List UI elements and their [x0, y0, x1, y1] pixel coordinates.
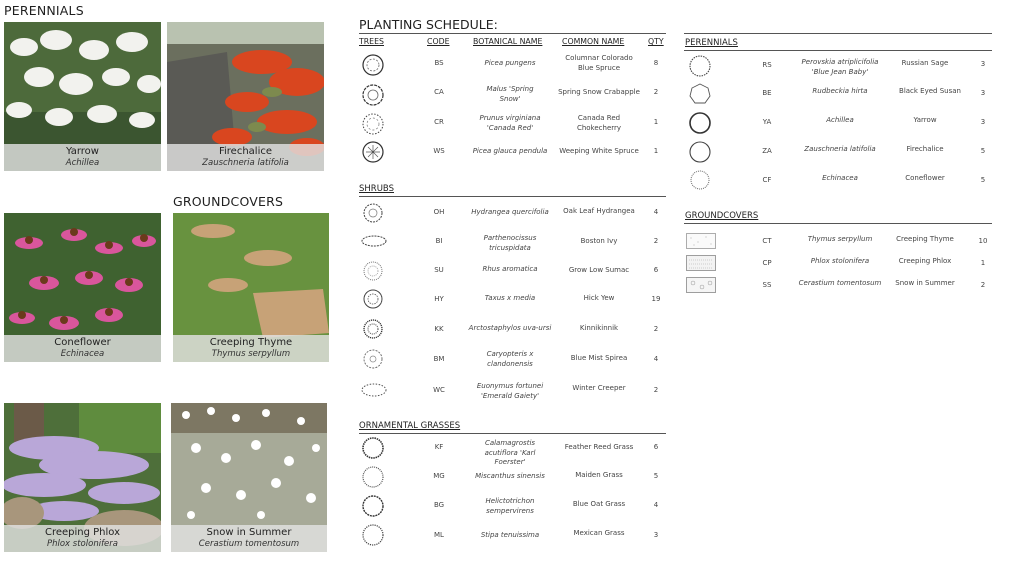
shrub-botanical: Parthenocissus tricuspidata: [483, 234, 537, 252]
shrub-qty: 2: [653, 386, 659, 394]
caption-latin: Thymus serpyllum: [211, 349, 291, 359]
groundcover-botanical: Thymus serpyllum: [807, 235, 873, 243]
tree-qty: 1: [653, 118, 659, 126]
photo-coneflower: [4, 213, 161, 362]
perennial-symbol-rs: [688, 54, 712, 78]
tree-botanical: Prunus virginiana 'Canada Red': [479, 114, 541, 132]
photo-creeping-phlox: [4, 403, 161, 552]
perennial-common: Black Eyed Susan: [899, 87, 961, 95]
groundcover-common: Snow in Summer: [895, 279, 955, 287]
tree-qty: 1: [653, 147, 659, 155]
right-top-rule: [684, 33, 992, 34]
tree-common: Spring Snow Crabapple: [558, 88, 640, 96]
grass-qty: 5: [653, 472, 659, 480]
shrub-common: Kinnikinnik: [579, 324, 619, 332]
tree-botanical: Picea glauca pendula: [472, 147, 548, 155]
caption-latin: Achillea: [65, 158, 100, 168]
perennial-code: RS: [762, 61, 772, 69]
shrub-symbol-bi: [360, 233, 388, 249]
shrubs-heading: SHRUBS: [359, 184, 394, 194]
perennials-rule: [684, 50, 992, 51]
caption-snow-in-summer: [171, 525, 327, 552]
schedule-top-rule: [359, 33, 666, 34]
shrub-qty: 6: [653, 266, 659, 274]
groundcover-botanical: Cerastium tomentosum: [798, 279, 882, 287]
tree-symbol-bs: [361, 53, 385, 77]
col-header-qty: QTY: [648, 37, 664, 46]
perennial-symbol-be: [688, 82, 712, 106]
caption-coneflower: [4, 335, 161, 362]
groundcover-code: SS: [762, 281, 772, 289]
shrub-code: BI: [435, 237, 443, 245]
shrub-botanical: Rhus aromatica: [482, 265, 538, 273]
shrub-common: Boston Ivy: [580, 237, 618, 245]
perennial-code: ZA: [762, 147, 772, 155]
groundcover-common: Creeping Phlox: [898, 257, 952, 265]
grass-symbol-ml: [361, 523, 385, 547]
caption-name: Coneflower: [54, 337, 111, 348]
tree-code: BS: [434, 59, 444, 67]
shrub-symbol-oh: [362, 202, 384, 224]
shrub-code: WC: [433, 386, 445, 394]
perennial-qty: 3: [980, 118, 986, 126]
shrub-qty: 4: [653, 355, 659, 363]
perennial-common: Coneflower: [905, 174, 945, 182]
groundcover-botanical: Phlox stolonifera: [810, 257, 870, 265]
groundcover-symbol-ct: [686, 233, 716, 249]
grass-qty: 3: [653, 531, 659, 539]
perennial-botanical: Rudbeckia hirta: [812, 87, 868, 95]
perennial-code: YA: [762, 118, 772, 126]
caption-creeping-phlox: [4, 525, 161, 552]
caption-yarrow: [4, 144, 161, 171]
tree-common: Weeping White Spruce: [559, 147, 639, 155]
grass-code: BG: [433, 501, 445, 509]
caption-creeping-thyme: [173, 335, 329, 362]
grass-symbol-bg: [361, 494, 385, 518]
groundcover-common: Creeping Thyme: [896, 235, 954, 243]
caption-latin: Cerastium tomentosum: [198, 539, 300, 549]
caption-firechalice: [167, 144, 324, 171]
caption-name: Snow in Summer: [206, 527, 292, 538]
shrubs-rule: [359, 196, 666, 197]
tree-qty: 2: [653, 88, 659, 96]
shrub-common: Blue Mist Spirea: [570, 354, 628, 362]
shrub-qty: 2: [653, 325, 659, 333]
grass-code: ML: [434, 531, 444, 539]
perennial-code: BE: [762, 89, 772, 97]
shrub-common: Hick Yew: [583, 294, 615, 302]
shrub-symbol-kk: [362, 318, 384, 340]
shrub-botanical: Euonymus fortunei 'Emerald Gaiety': [476, 382, 544, 400]
photo-firechalice: [167, 22, 324, 171]
perennials-schedule-heading: PERENNIALS: [685, 38, 738, 48]
shrub-symbol-su: [362, 260, 384, 282]
perennial-qty: 3: [980, 60, 986, 68]
shrub-symbol-hy: [362, 288, 384, 310]
tree-symbol-ca: [361, 83, 385, 107]
shrub-botanical: Caryopteris x clandonensis: [486, 350, 534, 368]
grass-botanical: Calamagrostis acutiflora 'Karl Foerster': [484, 439, 536, 466]
shrub-code: SU: [434, 266, 444, 274]
shrub-symbol-bm: [362, 348, 384, 370]
shrub-common: Oak Leaf Hydrangea: [563, 207, 635, 215]
tree-botanical: Malus 'Spring Snow': [486, 85, 534, 103]
grass-code: KF: [434, 443, 444, 451]
photo-yarrow: [4, 22, 161, 171]
tree-common: Columnar Colorado Blue Spruce: [565, 54, 633, 72]
perennial-common: Russian Sage: [901, 59, 949, 67]
col-header-code: CODE: [427, 37, 450, 46]
perennial-botanical: Zauschneria latifolia: [804, 145, 876, 153]
perennial-qty: 5: [980, 176, 986, 184]
perennial-symbol-cf: [689, 169, 711, 191]
perennial-code: CF: [762, 176, 772, 184]
perennial-qty: 5: [980, 147, 986, 155]
grass-botanical: Helictotrichon sempervirens: [485, 497, 535, 515]
grasses-rule: [359, 433, 666, 434]
tree-code: CR: [434, 118, 444, 126]
grass-common: Maiden Grass: [575, 471, 623, 479]
perennial-botanical: Achillea: [826, 116, 854, 124]
shrub-symbol-wc: [360, 382, 388, 398]
grass-symbol-mg: [361, 465, 385, 489]
shrub-qty: 19: [651, 295, 661, 303]
tree-code: WS: [433, 147, 445, 155]
caption-name: Creeping Phlox: [44, 527, 121, 538]
shrub-code: OH: [433, 208, 445, 216]
col-header-botanical: BOTANICAL NAME: [473, 37, 543, 46]
col-header-common: COMMON NAME: [562, 37, 625, 46]
tree-code: CA: [434, 88, 444, 96]
tree-symbol-ws: [361, 140, 385, 164]
perennial-qty: 3: [980, 89, 986, 97]
shrub-common: Winter Creeper: [572, 384, 626, 392]
caption-name: Creeping Thyme: [209, 337, 293, 348]
tree-qty: 8: [653, 59, 659, 67]
grass-qty: 6: [653, 443, 659, 451]
photo-creeping-thyme: [173, 213, 329, 362]
perennial-symbol-za: [688, 140, 712, 164]
photo-snow-in-summer: [171, 403, 327, 552]
shrub-common: Grow Low Sumac: [568, 266, 630, 274]
grass-symbol-kf: [361, 436, 385, 460]
groundcover-qty: 2: [980, 281, 986, 289]
tree-common: Canada Red Chokecherry: [576, 114, 622, 132]
grasses-heading: ORNAMENTAL GRASSES: [359, 421, 461, 431]
shrub-code: KK: [434, 325, 444, 333]
groundcover-qty: 10: [978, 237, 988, 245]
grass-qty: 4: [653, 501, 659, 509]
perennial-botanical: Perovskia atriplicifolia 'Blue Jean Baby': [801, 58, 879, 76]
shrub-botanical: Taxus x media: [484, 294, 536, 302]
groundcover-symbol-ss: [686, 277, 716, 293]
groundcover-code: CT: [762, 237, 772, 245]
grass-botanical: Miscanthus sinensis: [475, 472, 545, 480]
caption-latin: Echinacea: [60, 349, 105, 359]
perennial-common: Firechalice: [906, 145, 944, 153]
groundcovers-schedule-heading: GROUNDCOVERS: [685, 211, 759, 221]
groundcover-symbol-cp: [686, 255, 716, 271]
caption-latin: Phlox stolonifera: [46, 539, 118, 549]
schedule-title: PLANTING SCHEDULE:: [359, 17, 498, 32]
shrub-code: BM: [433, 355, 445, 363]
col-header-trees: TREES: [359, 37, 384, 46]
groundcovers-heading: GROUNDCOVERS: [173, 194, 284, 209]
grass-botanical: Stipa tenuissima: [480, 531, 540, 539]
shrub-botanical: Arctostaphylos uva-ursi: [468, 324, 552, 332]
grass-common: Feather Reed Grass: [564, 443, 634, 451]
shrub-botanical: Hydrangea quercifolia: [471, 208, 549, 216]
caption-name: Firechalice: [218, 146, 273, 157]
perennial-symbol-ya: [688, 111, 712, 135]
grass-common: Mexican Grass: [573, 529, 625, 537]
perennial-botanical: Echinacea: [822, 174, 858, 182]
grass-common: Blue Oat Grass: [572, 500, 626, 508]
shrub-qty: 2: [653, 237, 659, 245]
perennials-heading: PERENNIALS: [4, 3, 84, 18]
perennial-common: Yarrow: [913, 116, 937, 124]
groundcover-qty: 1: [980, 259, 986, 267]
shrub-qty: 4: [653, 208, 659, 216]
caption-latin: Zauschneria latifolia: [202, 158, 289, 168]
groundcovers-rule: [684, 223, 992, 224]
caption-name: Yarrow: [66, 146, 99, 157]
tree-botanical: Picea pungens: [484, 59, 536, 67]
tree-symbol-cr: [361, 112, 385, 136]
grass-code: MG: [433, 472, 445, 480]
shrub-code: HY: [434, 295, 444, 303]
groundcover-code: CP: [762, 259, 772, 267]
